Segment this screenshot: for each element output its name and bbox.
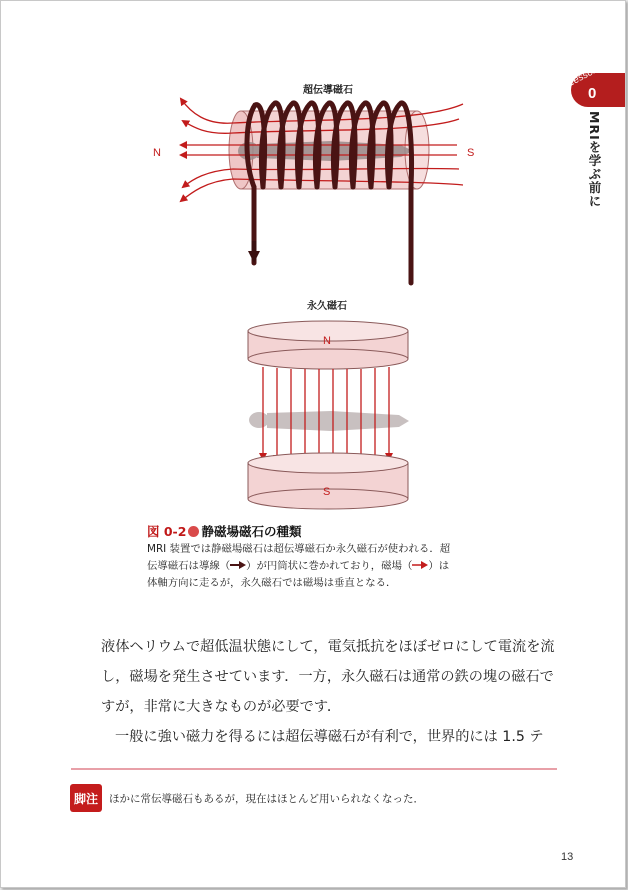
figure-caption-body xyxy=(147,541,493,592)
lesson-word: Lesson xyxy=(566,64,600,89)
paragraph-1: 液体ヘリウムで超低温状態にして，電気抵抗をほぼゼロにして電流を流し，磁場を発生させています．一方，永久磁石は通常の鉄の塊の磁石ですが，非常に大きなものが必要です． xyxy=(101,639,555,715)
footnote-divider xyxy=(71,768,557,770)
superconducting-magnet xyxy=(181,99,463,283)
superconducting-label: 超伝導磁石 xyxy=(303,85,353,96)
dark-arrow-icon xyxy=(230,561,246,569)
caption-line-3: 体軸方向に走るが，永久磁石では磁場は垂直となる． xyxy=(147,577,397,589)
bullet-dot-icon xyxy=(188,526,199,537)
page-number: 13 xyxy=(561,851,574,863)
figure-caption-title xyxy=(147,522,301,540)
pole-s-right: S xyxy=(467,147,475,159)
magnet-figure xyxy=(1,1,625,521)
lesson-number: 0 xyxy=(588,85,597,102)
paragraph-2: 一般に強い磁力を得るには超伝導磁石が有利で，世界的には 1.5 テ xyxy=(115,729,544,745)
figure-title: 静磁場磁石の種類 xyxy=(201,524,302,539)
pole-n-top: N xyxy=(323,335,331,347)
red-arrow-icon xyxy=(412,561,428,569)
body-text xyxy=(101,632,561,752)
caption-line-2: 伝導磁石は導線（ ）が円筒状に巻かれており，磁場（ ）は xyxy=(147,560,450,572)
patient-silhouette-2 xyxy=(249,411,409,431)
footnote-text: ほかに常伝導磁石もあるが，現在はほとんど用いられなくなった． xyxy=(109,793,424,805)
permanent-magnet xyxy=(248,321,409,509)
permanent-label: 永久磁石 xyxy=(307,301,347,312)
figure-number: 図 0-2 xyxy=(147,524,187,539)
caption-line-1: MRI 装置では静磁場磁石は超伝導磁石か永久磁石が使われる．超 xyxy=(147,543,451,555)
lesson-title: MRIを学ぶ前に xyxy=(587,111,602,209)
footnote-badge: 脚注 xyxy=(70,784,102,812)
pole-s-bottom: S xyxy=(323,486,331,498)
pole-n-left: N xyxy=(153,147,161,159)
